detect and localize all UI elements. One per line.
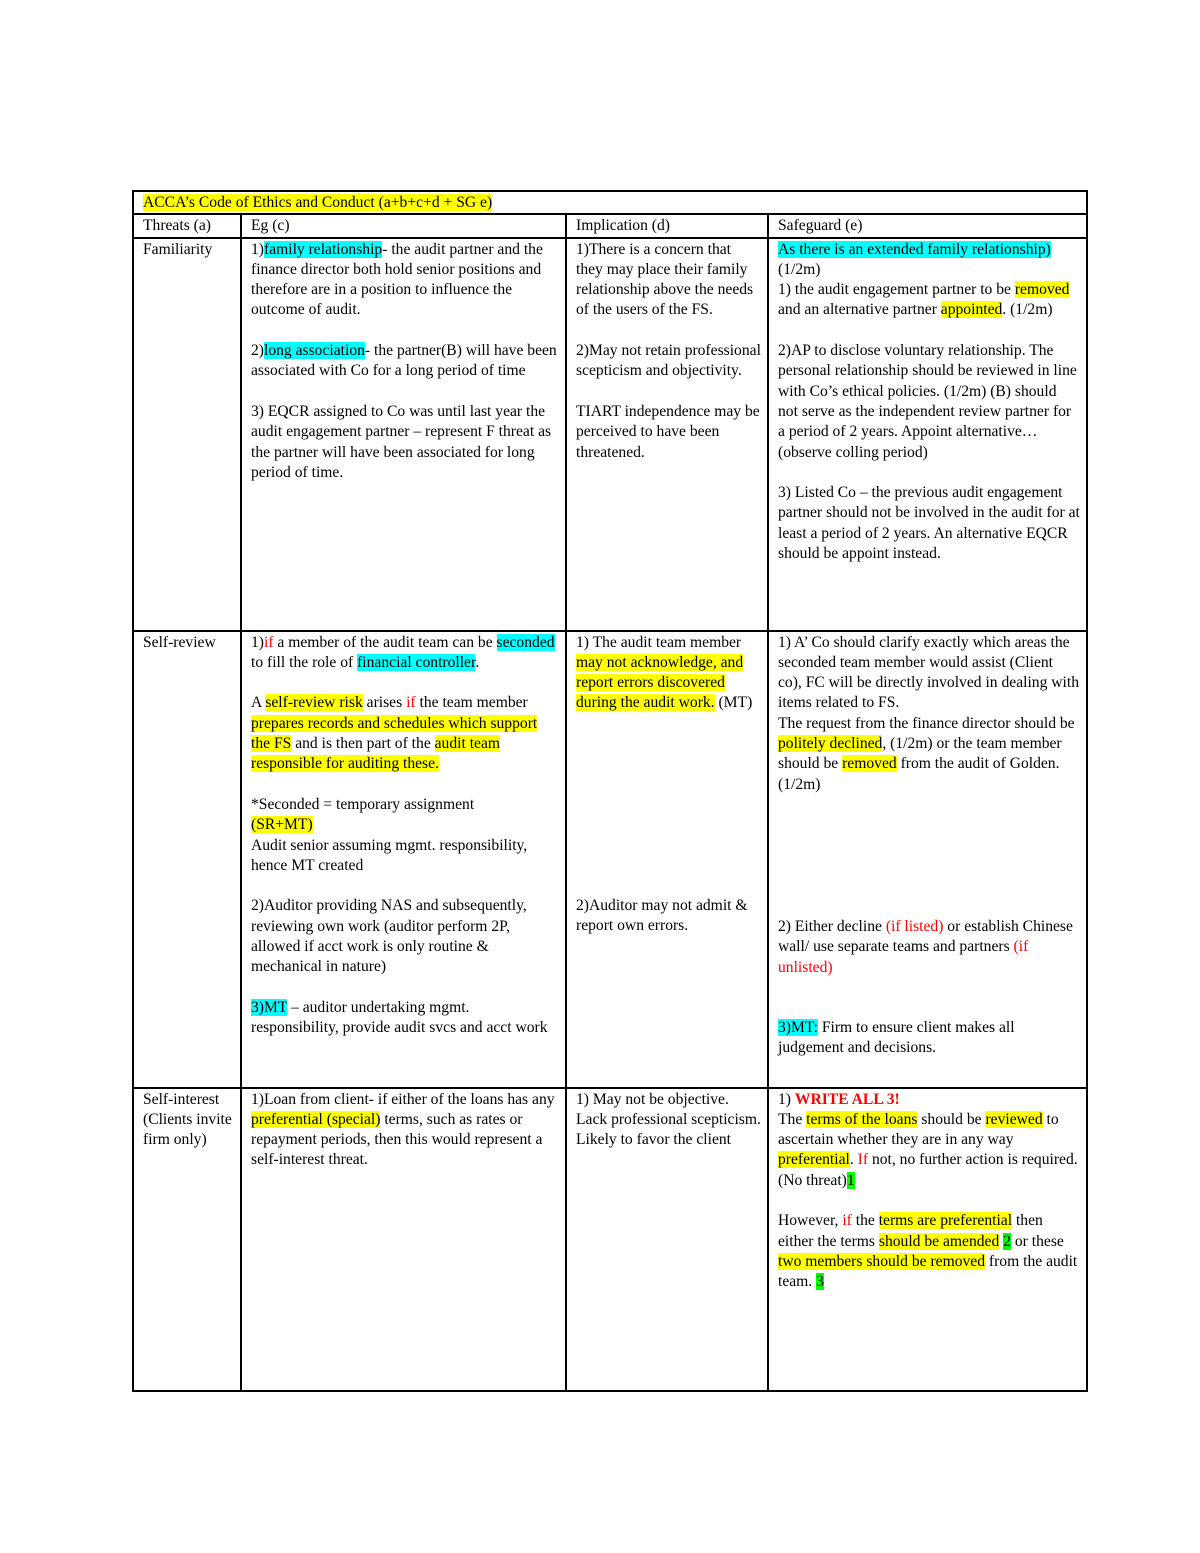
table-row <box>133 1088 1087 1391</box>
red-run: if <box>264 633 274 651</box>
safeguard-paragraph <box>778 1018 1080 1059</box>
eg-paragraph <box>251 998 559 1039</box>
text-run: - the audit partner and the finance director both hold senior positions and therefore are in a position to influence the outcome of audit. <box>251 240 543 319</box>
eg-paragraph: 2)Auditor providing NAS and subsequently, reviewing own work (auditor perform 2P, allowed if acct work is only routine & mechanical in nature) <box>251 897 527 976</box>
safeguard-cell <box>768 631 1087 1088</box>
text-run: to ascertain whether they are in any way <box>778 1110 1059 1149</box>
highlight-run: audit team responsible for auditing these. <box>251 735 501 773</box>
text-run: 1) <box>251 633 264 651</box>
highlight-run: (SR+MT) <box>251 816 313 834</box>
text-run: Audit senior assuming mgmt. responsibility, hence MT created <box>251 836 528 874</box>
text-run: The <box>778 1110 807 1128</box>
green-number-marker: 3 <box>816 1273 824 1291</box>
highlight-run: reviewed <box>985 1110 1043 1128</box>
eg-paragraph <box>251 693 559 774</box>
red-run: if <box>406 694 416 712</box>
green-number-marker: 2 <box>1003 1232 1011 1250</box>
red-run: WRITE ALL 3! <box>794 1090 900 1108</box>
text-run: 2) <box>251 342 264 360</box>
highlight-run: 3)MT: <box>778 1018 818 1036</box>
highlight-run: appointed <box>940 301 1003 319</box>
text-run: to fill the role of <box>251 653 358 671</box>
header-implication: Implication (d) <box>566 214 768 237</box>
eg-paragraph <box>251 795 559 876</box>
text-run: the team member <box>415 694 528 712</box>
safeguard-paragraph <box>778 917 1080 978</box>
eg-paragraph <box>251 341 559 382</box>
implication-paragraph: TIART independence may be perceived to have been threatened. <box>576 402 760 461</box>
implication-cell <box>566 1088 768 1391</box>
text-run: from the audit team. <box>778 1252 1078 1291</box>
implication-paragraph: 2)May not retain professional scepticism and objectivity. <box>576 342 761 380</box>
text-run: and is then part of the <box>291 735 435 753</box>
text-run: 1) the audit engagement partner to be <box>778 281 1015 299</box>
safeguard-paragraph <box>778 1110 1080 1191</box>
highlight-run: terms are preferential <box>878 1212 1013 1230</box>
safeguard-paragraph <box>778 240 1080 321</box>
green-number-marker: 1 <box>846 1171 855 1189</box>
red-run: (if unlisted) <box>778 938 1029 976</box>
table-title: ACCA’s Code of Ethics and Conduct (a+b+c+d + SG e) <box>143 194 493 211</box>
implication-cell <box>566 238 768 631</box>
eg-paragraph <box>251 240 559 321</box>
text-run: not, no further action is required. (No threat) <box>778 1151 1078 1189</box>
red-run: (if listed) <box>885 917 944 935</box>
safeguard-cell <box>768 1088 1087 1391</box>
highlight-run: terms of the loans <box>806 1110 918 1128</box>
threat-cell: Self-interest (Clients invite firm only) <box>133 1088 241 1391</box>
highlight-run: preferential <box>778 1151 850 1169</box>
red-run: If <box>857 1151 869 1169</box>
highlight-run: self-review risk <box>265 694 363 712</box>
text-run: and an alternative partner <box>778 301 941 319</box>
eg-cell <box>241 631 566 1088</box>
eg-cell <box>241 1088 566 1391</box>
safeguard-paragraph <box>778 1211 1080 1292</box>
text-run: should be <box>917 1110 986 1128</box>
safeguard-cell <box>768 238 1087 631</box>
text-run: *Seconded = temporary assignment <box>251 795 475 813</box>
safeguard-paragraph <box>778 714 1080 795</box>
text-run: a member of the audit team can be <box>273 633 497 651</box>
safeguard-paragraph: 1) A’ Co should clarify exactly which areas the seconded team member would assist (Client co), FC will be directly involved in dealing with items related to FS. <box>778 633 1079 712</box>
text-run: from the audit of Golden. (1/2m) <box>778 755 1060 793</box>
red-run: if <box>842 1212 852 1230</box>
eg-paragraph <box>251 1090 559 1171</box>
text-run: A <box>251 694 266 712</box>
implication-cell <box>566 631 768 1088</box>
text-run: , (1/2m) or the team member should be <box>778 735 1062 773</box>
text-run: 1) <box>778 1090 795 1108</box>
highlight-run: two members should be removed <box>778 1252 986 1270</box>
implication-paragraph: 2)Auditor may not admit & report own errors. <box>576 896 748 935</box>
eg-cell <box>241 238 566 631</box>
text-run: 1)Loan from client- if either of the loans has any <box>251 1090 555 1108</box>
highlight-run: preferential (special) <box>251 1110 381 1128</box>
ethics-table <box>132 190 1088 1392</box>
safeguard-paragraph: 2)AP to disclose voluntary relationship. The personal relationship should be reviewed in line with Co’s ethical policies. (1/2m) (B) should not serve as the independent review partner for a period of 2 years. Appoint alternative… (observe colling period) <box>778 342 1077 461</box>
table-row <box>133 631 1087 1088</box>
text-run: terms, such as rates or repayment periods, then this would represent a self-interest threat. <box>251 1110 543 1169</box>
eg-paragraph <box>251 633 559 674</box>
text-run: - the partner(B) will have been associated with Co for a long period of time <box>251 342 557 380</box>
text-run: or establish Chinese wall/ use separate teams and partners <box>778 917 1073 956</box>
title-row <box>133 191 1087 214</box>
header-row <box>133 214 1087 237</box>
threat-cell: Self-review <box>133 631 241 1088</box>
highlight-run: removed <box>842 755 897 773</box>
safeguard-paragraph: 3) Listed Co – the previous audit engagement partner should not be involved in the audit for at least a period of 2 years. An alternative EQCR should be appoint instead. <box>778 484 1080 563</box>
highlight-run: politely declined <box>778 735 883 753</box>
highlight-run: family relationship <box>264 240 383 258</box>
implication-paragraph <box>576 633 761 714</box>
implication-paragraph: 1)There is a concern that they may place their family relationship above the needs of the users of the FS. <box>576 240 754 319</box>
text-run: 1) <box>251 240 264 258</box>
highlight-run: removed <box>1014 281 1070 299</box>
highlight-run: should be amended <box>878 1232 1000 1250</box>
table-title-cell <box>133 191 1087 214</box>
text-run: arises <box>362 694 407 712</box>
threat-cell: Familiarity <box>133 238 241 631</box>
text-run: The request from the finance director should be <box>778 714 1075 732</box>
text-run: (MT) <box>714 694 753 712</box>
highlight-run: long association <box>264 342 365 360</box>
eg-paragraph: 3) EQCR assigned to Co was until last year the audit engagement partner – represent F threat as the partner will have been associated for long period of time. <box>251 402 552 481</box>
highlight-run: prepares records and schedules which support the FS <box>251 714 538 753</box>
text-run: Firm to ensure client makes all judgement and decisions. <box>778 1018 1015 1057</box>
safeguard-paragraph <box>778 1090 1080 1110</box>
header-eg: Eg (c) <box>241 214 566 237</box>
text-run: . <box>475 653 480 671</box>
text-run: (1/2m) <box>778 260 821 278</box>
implication-paragraph: 1) May not be objective. Lack professional scepticism. Likely to favor the client <box>576 1090 761 1149</box>
text-run: However, <box>778 1212 843 1230</box>
highlight-run: 3)MT <box>251 998 288 1016</box>
header-safeguard: Safeguard (e) <box>768 214 1087 237</box>
header-threats: Threats (a) <box>133 214 241 237</box>
text-run: 1) The audit team member <box>576 633 742 651</box>
highlight-run: As there is an extended family relationship) <box>778 240 1051 258</box>
text-run: . (1/2m) <box>1002 301 1053 319</box>
text-run: . <box>849 1151 858 1169</box>
highlight-run: may not acknowledge, and report errors discovered during the audit work. <box>576 653 744 712</box>
table-row <box>133 238 1087 631</box>
highlight-run: seconded <box>496 633 555 651</box>
text-run: 2) Either decline <box>778 917 886 935</box>
text-run: the <box>851 1212 879 1230</box>
text-run: then either the terms <box>778 1212 1043 1250</box>
text-run: – auditor undertaking mgmt. responsibility, provide audit svcs and acct work <box>251 998 548 1037</box>
text-run: or these <box>1010 1232 1064 1250</box>
highlight-run: financial controller <box>357 653 476 671</box>
